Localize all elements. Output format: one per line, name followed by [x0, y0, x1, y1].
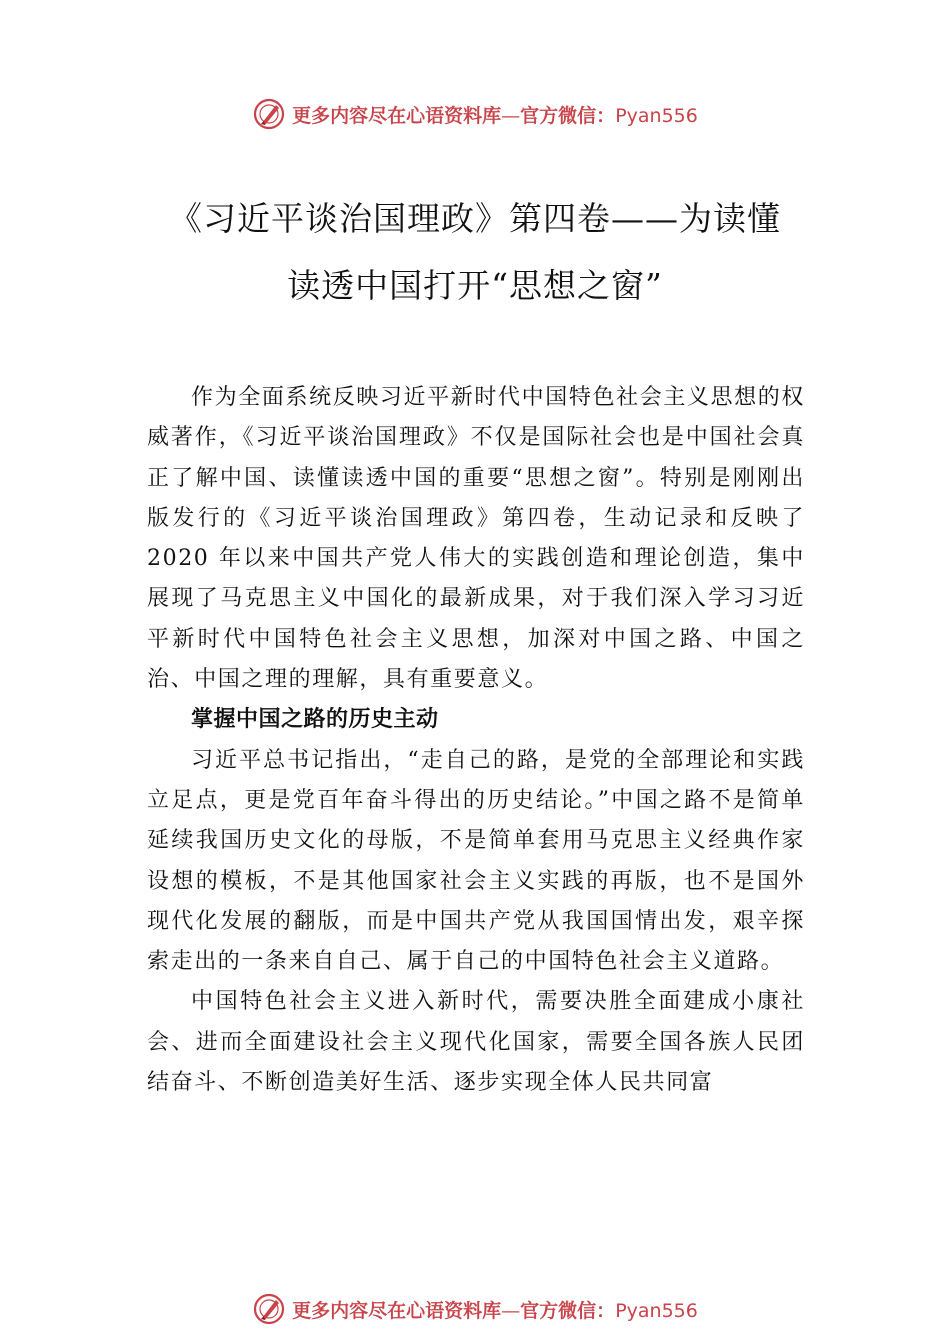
- banner-contact-id: Pyan556: [615, 1299, 698, 1322]
- banner-contact-id: Pyan556: [615, 104, 698, 127]
- paragraph-new-era: 中国特色社会主义进入新时代，需要决胜全面建成小康社会、进而全面建设社会主义现代化国家，需要全国各族人民团结奋斗、不断创造美好生活、逐步实现全体人民共同富: [147, 989, 805, 1096]
- banner-separator: —: [501, 1299, 521, 1322]
- paragraph-intro: 作为全面系统反映习近平新时代中国特色社会主义思想的权威著作，《习近平谈治国理政》不仅是国际社会也是中国社会真正了解中国、读懂读透中国的重要“思想之窗”。特别是刚刚出版发行的《习近平谈治国理政》第四卷，生动记录和反映了 2020 年以来中国共产党人伟大的实践创造和理论创造，集中展现了马克思主义中国化的最新成果，对于我们深入学习习近平新时代中国特色社会主义思想，加深对中国之路、中国之治、中国之理的理解，具有重要意义。: [147, 385, 805, 693]
- header-banner-text: [292, 101, 698, 128]
- banner-contact-label: 官方微信：: [520, 104, 616, 127]
- paragraph-chinese-path: 习近平总书记指出，“走自己的路，是党的全部理论和实践立足点，更是党百年奋斗得出的历史结论。”中国之路不是简单延续我国历史文化的母版，不是简单套用马克思主义经典作家设想的模板，不是其他国家社会主义实践的再版，也不是国外现代化发展的翻版，而是中国共产党从我国国情出发，艰辛探索走出的一条来自自己、属于自己的中国特色社会主义道路。: [147, 747, 805, 975]
- section-heading: 掌握中国之路的历史主动: [191, 707, 439, 733]
- brand-logo-icon: [252, 97, 286, 131]
- footer-banner-text: [292, 1296, 698, 1323]
- banner-separator: —: [501, 104, 521, 127]
- footer-banner: [0, 1289, 950, 1329]
- header-banner: [0, 94, 950, 134]
- banner-brand: 更多内容尽在心语资料库: [292, 1299, 502, 1322]
- banner-contact-label: 官方微信：: [520, 1299, 616, 1322]
- banner-brand: 更多内容尽在心语资料库: [292, 104, 502, 127]
- brand-logo-icon: [252, 1292, 286, 1326]
- document-title-line-1: 《习近平谈治国理政》第四卷——为读懂: [169, 199, 781, 238]
- document-title-line-2: 读透中国打开“思想之窗”: [287, 266, 663, 305]
- document-body: [147, 378, 805, 1103]
